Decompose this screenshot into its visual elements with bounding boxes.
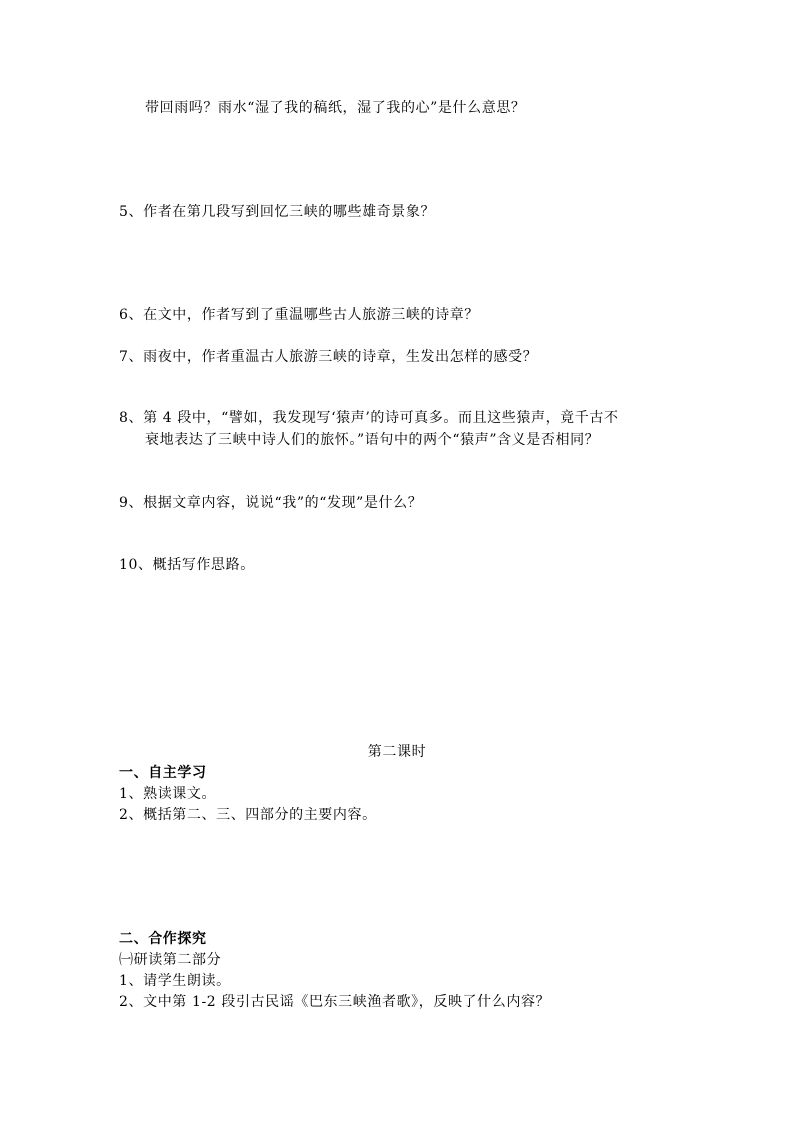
cooperative-item-2: 2、文中第 1-2 段引古民谣《巴东三峡渔者歌》，反映了什么内容？ (119, 994, 551, 1010)
section-heading-self-study: 一、自主学习 (119, 765, 207, 781)
question-8-line-1: 8、第 4 段中，“譬如，我发现写‘猿声’的诗可真多。而且这些猿声，竟千古不 (119, 410, 619, 426)
question-9: 9、根据文章内容，说说“我”的“发现”是什么？ (119, 495, 423, 511)
lesson-title: 第二课时 (367, 744, 427, 760)
question-6: 6、在文中，作者写到了重温哪些古人旅游三峡的诗章？ (119, 307, 479, 323)
cooperative-item-1: 1、请学生朗读。 (119, 973, 231, 989)
section-heading-cooperative: 二、合作探究 (119, 931, 207, 947)
cooperative-subheading: ㈠研读第二部分 (119, 952, 222, 968)
self-study-item-1: 1、熟读课文。 (119, 786, 217, 802)
question-7: 7、雨夜中，作者重温古人旅游三峡的诗章，生发出怎样的感受？ (119, 349, 538, 365)
self-study-item-2: 2、概括第二、三、四部分的主要内容。 (119, 807, 377, 823)
question-10: 10、概括写作思路。 (119, 557, 255, 573)
question-8-line-2: 衰地表达了三峡中诗人们的旅怀。”语句中的两个“猿声”含义是否相同？ (145, 432, 600, 448)
question-4-continued: 带回雨吗？雨水“湿了我的稿纸，湿了我的心”是什么意思？ (145, 100, 526, 116)
question-5: 5、作者在第几段写到回忆三峡的哪些雄奇景象？ (119, 204, 436, 220)
